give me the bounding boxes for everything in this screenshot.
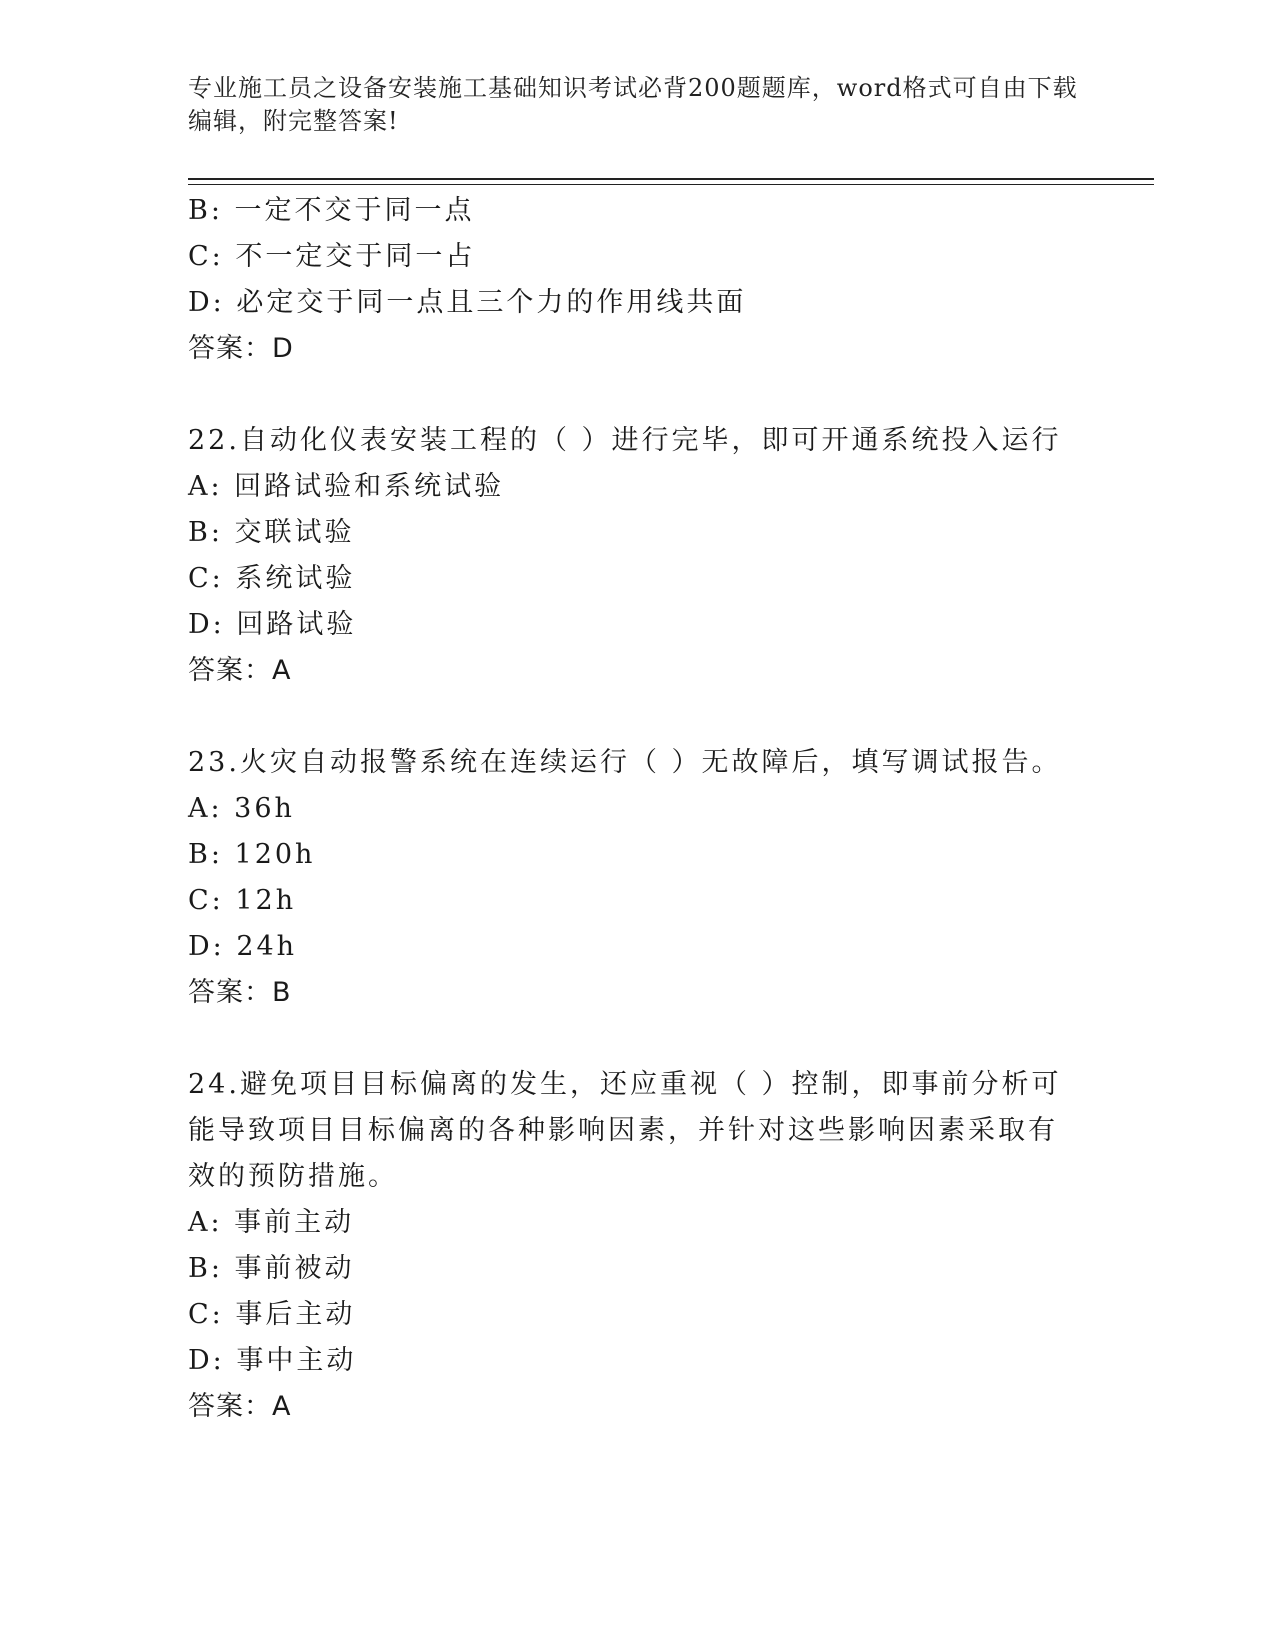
question-22 bbox=[188, 418, 1088, 694]
question-24 bbox=[188, 1062, 1088, 1430]
option-b: B: 120h bbox=[188, 839, 316, 870]
option-a: A: 回路试验和系统试验 bbox=[188, 471, 505, 502]
header-line-1: 专业施工员之设备安装施工基础知识考试必背200题题库，word格式可自由下载 bbox=[188, 74, 1078, 102]
header-divider-thin bbox=[188, 184, 1154, 185]
header-divider-thick bbox=[188, 178, 1154, 180]
question-23 bbox=[188, 740, 1088, 1016]
option-c: C: 系统试验 bbox=[188, 563, 356, 594]
question-stem: 23.火灾自动报警系统在连续运行（ ）无故障后，填写调试报告。 bbox=[188, 747, 1062, 778]
question-stem: 22.自动化仪表安装工程的（ ）进行完毕，即可开通系统投入运行 bbox=[188, 425, 1062, 456]
answer-line: 答案：A bbox=[188, 655, 292, 686]
option-b: B: 一定不交于同一点 bbox=[188, 195, 475, 226]
option-d: D: 必定交于同一点且三个力的作用线共面 bbox=[188, 287, 747, 318]
option-a: A: 事前主动 bbox=[188, 1207, 355, 1238]
answer-line: 答案：B bbox=[188, 977, 292, 1008]
option-c: C: 不一定交于同一占 bbox=[188, 241, 476, 272]
option-c: C: 12h bbox=[188, 885, 297, 916]
option-b: B: 交联试验 bbox=[188, 517, 355, 548]
option-d: D: 回路试验 bbox=[188, 609, 357, 640]
answer-line: 答案：A bbox=[188, 1391, 292, 1422]
header-line-2: 编辑，附完整答案! bbox=[188, 107, 399, 135]
option-d: D: 24h bbox=[188, 931, 298, 962]
option-d: D: 事中主动 bbox=[188, 1345, 357, 1376]
question-list bbox=[188, 188, 1088, 1430]
question-21-tail bbox=[188, 188, 1088, 372]
question-stem: 24.避免项目目标偏离的发生，还应重视（ ）控制，即事前分析可能导致项目目标偏离的各种影响因素，并针对这些影响因素采取有效的预防措施。 bbox=[188, 1069, 1062, 1192]
option-b: B: 事前被动 bbox=[188, 1253, 355, 1284]
option-a: A: 36h bbox=[188, 793, 295, 824]
option-c: C: 事后主动 bbox=[188, 1299, 356, 1330]
answer-line: 答案：D bbox=[188, 333, 294, 364]
document-header bbox=[188, 72, 1088, 138]
